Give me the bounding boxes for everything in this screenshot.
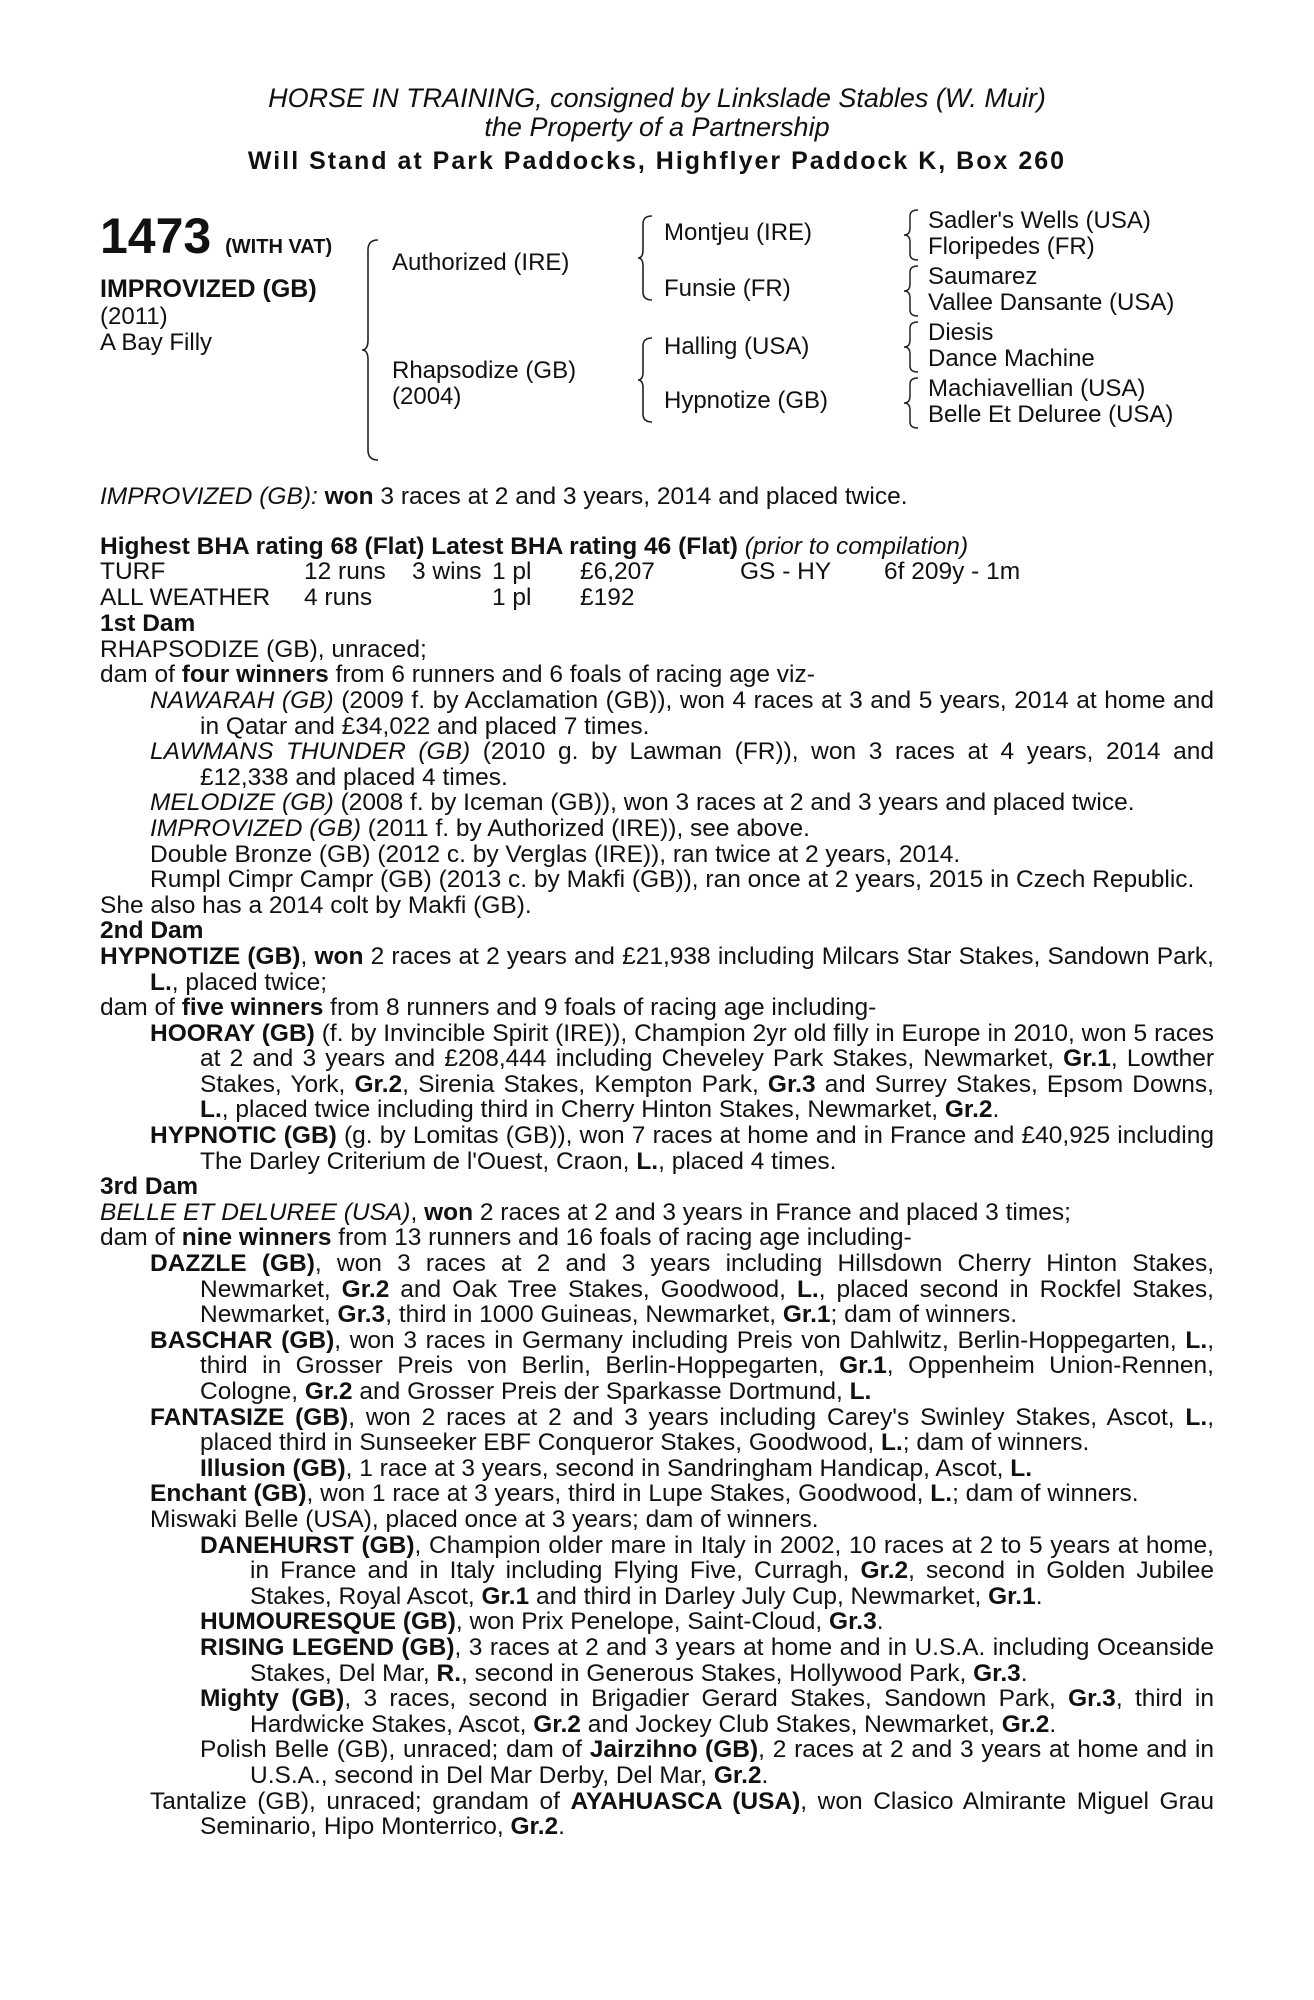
brace-sd — [904, 264, 922, 318]
sire-brace — [638, 214, 656, 302]
horse-description: A Bay Filly — [100, 329, 213, 356]
third-dam-record: BELLE ET DELUREE (USA), won 2 races at 2 and 3 years in France and placed 3 times; — [100, 1198, 1071, 1226]
foaling-year: (2011) — [100, 303, 168, 330]
dam: Rhapsodize (GB) — [392, 357, 577, 384]
property-line: the Property of a Partnership — [484, 112, 830, 142]
ped-sds: Saumarez — [928, 263, 1038, 290]
third-dam-heading: 3rd Dam — [100, 1173, 199, 1201]
first-dam-produce-line: dam of four winners from 6 runners and 6 foals of racing age viz- — [100, 661, 815, 689]
ped-ssd: Floripedes (FR) — [928, 233, 1095, 260]
brace-dd — [904, 376, 922, 430]
produce-entry: DAZZLE (GB), won 3 races at 2 and 3 years including Hillsdown Cherry Hinton Stakes, Newmarket, Gr.2 and Oak Tree Stakes, Goodwood, L., placed second in Rockfel Stakes, Newmarket, Gr.3, third in 1000 Guineas, Newmarket, Gr.1; dam of winners. — [150, 1250, 1214, 1329]
ped-sss: Sadler's Wells (USA) — [928, 207, 1151, 234]
grandproduce-entry: Polish Belle (GB), unraced; dam of Jairzihno (GB), 2 races at 2 and 3 years at home and in U.S.A., second in Del Mar Derby, Del Mar, Gr.2. — [200, 1736, 1215, 1789]
produce-entry: BASCHAR (GB), won 3 races in Germany including Preis von Dahlwitz, Berlin-Hoppegarten, L., third in Grosser Preis von Berlin, Berlin-Hoppegarten, Gr.1, Oppenheim Union-Rennen, Cologne, Gr.2 and Grosser Preis der Sparkasse Dortmund, L. — [150, 1326, 1215, 1405]
brace-ss — [904, 208, 922, 262]
catalogue-page — [100, 84, 1214, 1840]
form-stats: TURF 12 runs 3 wins 1 pl £6,207 GS - HY 6f 209y - 1m ALL WEATHER 4 runs 1 pl £192 — [100, 558, 1021, 612]
first-dam-heading: 1st Dam — [100, 610, 196, 638]
stand-line: Will Stand at Park Paddocks, Highflyer Paddock K, Box 260 — [247, 147, 1067, 175]
produce-entry: LAWMANS THUNDER (GB) (2010 g. by Lawman (FR)), won 3 races at 4 years, 2014 and £12,338 and placed 4 times. — [150, 738, 1214, 791]
produce-entry: MELODIZE (GB) (2008 f. by Iceman (GB)), won 3 races at 2 and 3 years and placed twice. — [150, 789, 1135, 817]
second-dam-produce-line: dam of five winners from 8 runners and 9 foals of racing age including- — [100, 994, 877, 1022]
lot-number: 1473 (WITH VAT) — [100, 208, 333, 264]
produce-entry: Tantalize (GB), unraced; grandam of AYAHUASCA (USA), won Clasico Almirante Miguel Grau Seminario, Hipo Monterrico, Gr.2. — [150, 1787, 1214, 1841]
produce-entry: Enchant (GB), won 1 race at 3 years, third in Lupe Stakes, Goodwood, L.; dam of winners. — [150, 1480, 1139, 1508]
first-dam-intro: RHAPSODIZE (GB), unraced; — [100, 635, 427, 663]
grandproduce-entry: DANEHURST (GB), Champion older mare in Italy in 2002, 10 races at 2 to 5 years at home, in France and in Italy including Flying Five, Curragh, Gr.2, second in Golden Jubilee Stakes, Royal Ascot, Gr.1 and third in Darley July Cup, Newmarket, Gr.1. — [200, 1531, 1215, 1610]
second-dam-record: HYPNOTIZE (GB), won 2 races at 2 years and £21,938 including Milcars Star Stakes, Sandown Park, L., placed twice; — [100, 942, 1214, 996]
ped-dss: Diesis — [928, 319, 994, 346]
produce-entry: NAWARAH (GB) (2009 f. by Acclamation (GB)), won 4 races at 3 and 5 years, 2014 at home and in Qatar and £34,022 and placed 7 times. — [150, 686, 1214, 740]
ped-sdd: Vallee Dansante (USA) — [928, 289, 1175, 316]
sire-dam: Funsie (FR) — [664, 275, 791, 302]
pedigree-table — [100, 208, 1214, 470]
grandproduce-entry: Mighty (GB), 3 races, second in Brigadier Gerard Stakes, Sandown Park, Gr.3, third in Hardwicke Stakes, Ascot, Gr.2 and Jockey Club Stakes, Newmarket, Gr.2. — [200, 1685, 1214, 1738]
brace-ds — [904, 320, 922, 374]
bha-ratings: Highest BHA rating 68 (Flat) Latest BHA rating 46 (Flat) (prior to compilation) — [100, 532, 969, 560]
lot-header — [100, 84, 1214, 178]
grandproduce-entry: RISING LEGEND (GB), 3 races at 2 and 3 years at home and in U.S.A. including Oceanside Stakes, Del Mar, R., second in Generous Stakes, Hollywood Park, Gr.3. — [200, 1633, 1214, 1687]
ped-dsd: Dance Machine — [928, 345, 1095, 372]
dam-dam: Hypnotize (GB) — [664, 387, 829, 414]
third-dam-produce-line: dam of nine winners from 13 runners and 16 foals of racing age including- — [100, 1224, 912, 1252]
produce-entry: Rumpl Cimpr Campr (GB) (2013 c. by Makfi (GB)), ran once at 2 years, 2015 in Czech Republic. — [150, 866, 1195, 894]
produce-entry: Miswaki Belle (USA), placed once at 3 years; dam of winners. — [150, 1505, 819, 1533]
sire: Authorized (IRE) — [392, 249, 570, 276]
horse-name: IMPROVIZED (GB) — [100, 275, 317, 303]
consignor-line: HORSE IN TRAINING, consigned by Linkslade Stables (W. Muir) — [268, 83, 1046, 113]
grandproduce-entry: HUMOURESQUE (GB), won Prix Penelope, Saint-Cloud, Gr.3. — [200, 1608, 884, 1636]
produce-entry: IMPROVIZED (GB) (2011 f. by Authorized (IRE)), see above. — [150, 814, 810, 842]
sire-sire: Montjeu (IRE) — [664, 219, 813, 246]
ped-dds: Machiavellian (USA) — [928, 375, 1146, 402]
produce-entry: HYPNOTIC (GB) (g. by Lomitas (GB)), won 7 races at home and in France and £40,925 including The Darley Criterium de l'Ouest, Craon, L., placed 4 times. — [150, 1122, 1214, 1175]
race-summary: IMPROVIZED (GB): won 3 races at 2 and 3 years, 2014 and placed twice. — [100, 483, 908, 510]
catalogue-body — [100, 484, 1214, 1840]
produce-entry: HOORAY (GB) (f. by Invincible Spirit (IRE)), Champion 2yr old filly in Europe in 2010, won 5 races at 2 and 3 years and £208,444 including Cheveley Park Stakes, Newmarket, Gr.1, Lowther Stakes, York, Gr.2, Sirenia Stakes, Kempton Park, Gr.3 and Surrey Stakes, Epsom Downs, L., placed twice including third in Cherry Hinton Stakes, Newmarket, Gr.2. — [150, 1019, 1214, 1124]
second-dam-heading: 2nd Dam — [100, 917, 204, 945]
first-dam-note: She also has a 2014 colt by Makfi (GB). — [100, 891, 532, 919]
dam-sire: Halling (USA) — [664, 333, 810, 360]
dam-year: (2004) — [392, 383, 462, 410]
vat-note: (WITH VAT) — [225, 236, 333, 258]
pedigree-brace-main — [362, 236, 382, 464]
produce-entry: Double Bronze (GB) (2012 c. by Verglas (IRE)), ran twice at 2 years, 2014. — [150, 840, 961, 868]
ped-ddd: Belle Et Deluree (USA) — [928, 401, 1174, 428]
grandproduce-entry: Illusion (GB), 1 race at 3 years, second in Sandringham Handicap, Ascot, L. — [200, 1454, 1033, 1482]
produce-entry: FANTASIZE (GB), won 2 races at 2 and 3 years including Carey's Swinley Stakes, Ascot, L., placed third in Sunseeker EBF Conqueror Stakes, Goodwood, L.; dam of winners. — [150, 1403, 1215, 1457]
dam-brace — [638, 336, 656, 424]
